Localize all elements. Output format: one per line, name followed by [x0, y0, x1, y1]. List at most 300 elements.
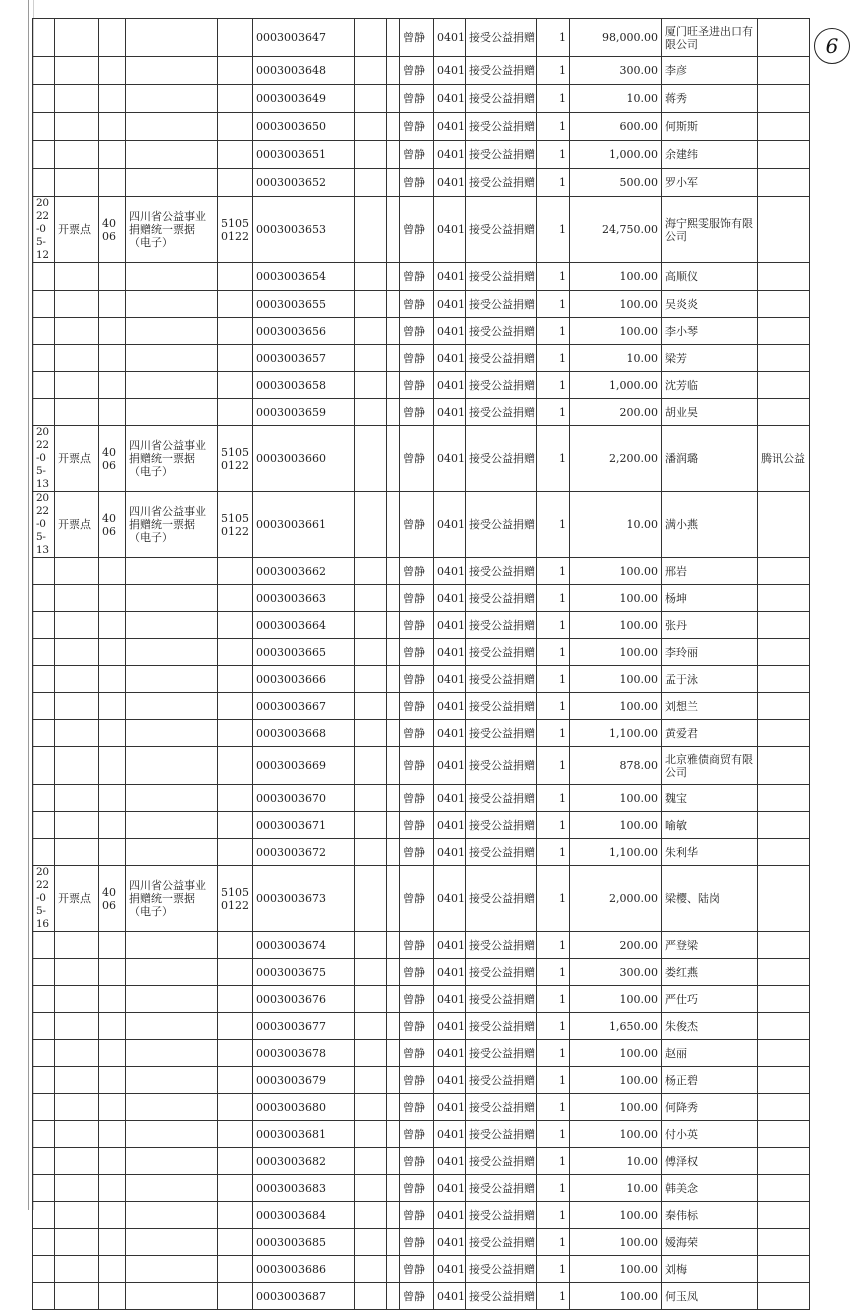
unit-code-cell — [99, 1013, 126, 1040]
account-code-cell: 0401 — [434, 85, 466, 113]
remark-cell — [758, 1094, 810, 1121]
quantity-cell: 1 — [537, 959, 570, 986]
blank-cell-b — [387, 558, 400, 585]
issue-point-cell — [55, 141, 99, 169]
blank-cell-a — [355, 1229, 387, 1256]
amount-cell: 98,000.00 — [570, 19, 662, 57]
amount-cell: 300.00 — [570, 959, 662, 986]
issue-point-cell — [55, 693, 99, 720]
date-cell: 2022-05-16 — [33, 866, 55, 932]
bill-code-cell — [218, 85, 253, 113]
unit-code-cell — [99, 1148, 126, 1175]
blank-cell-a — [355, 197, 387, 263]
bill-name-cell — [126, 612, 218, 639]
item-cell: 接受公益捐赠 — [466, 666, 537, 693]
operator-cell: 曾静 — [400, 1148, 434, 1175]
operator-cell: 曾静 — [400, 1094, 434, 1121]
account-code-cell: 0401 — [434, 639, 466, 666]
item-cell: 接受公益捐赠 — [466, 57, 537, 85]
issue-point-cell — [55, 1175, 99, 1202]
operator-cell: 曾静 — [400, 291, 434, 318]
bill-name-cell — [126, 1256, 218, 1283]
bill-name-cell: 四川省公益事业捐赠统一票据（电子） — [126, 426, 218, 492]
unit-code-cell — [99, 693, 126, 720]
unit-code-cell — [99, 399, 126, 426]
date-cell — [33, 666, 55, 693]
payer-cell: 李彦 — [662, 57, 758, 85]
amount-cell: 100.00 — [570, 1094, 662, 1121]
account-code-cell: 0401 — [434, 263, 466, 291]
amount-cell: 100.00 — [570, 291, 662, 318]
remark-cell — [758, 141, 810, 169]
table-row — [33, 1256, 810, 1283]
operator-cell: 曾静 — [400, 1283, 434, 1310]
date-cell — [33, 639, 55, 666]
remark-cell — [758, 169, 810, 197]
payer-cell: 何降秀 — [662, 1094, 758, 1121]
unit-code-cell — [99, 639, 126, 666]
table-row — [33, 986, 810, 1013]
account-code-cell: 0401 — [434, 812, 466, 839]
date-cell: 2022-05-12 — [33, 197, 55, 263]
amount-cell: 10.00 — [570, 345, 662, 372]
remark-cell — [758, 839, 810, 866]
amount-cell: 10.00 — [570, 1175, 662, 1202]
bill-name-cell — [126, 1094, 218, 1121]
bill-code-cell — [218, 812, 253, 839]
remark-cell — [758, 85, 810, 113]
remark-cell — [758, 1175, 810, 1202]
table-row — [33, 426, 810, 492]
bill-code-cell — [218, 639, 253, 666]
bill-number-cell: 0003003679 — [253, 1067, 355, 1094]
unit-code-cell — [99, 85, 126, 113]
blank-cell-a — [355, 291, 387, 318]
blank-cell-b — [387, 318, 400, 345]
account-code-cell: 0401 — [434, 959, 466, 986]
date-cell — [33, 1094, 55, 1121]
operator-cell: 曾静 — [400, 141, 434, 169]
bill-name-cell — [126, 558, 218, 585]
blank-cell-b — [387, 399, 400, 426]
issue-point-cell — [55, 113, 99, 141]
item-cell: 接受公益捐赠 — [466, 169, 537, 197]
blank-cell-b — [387, 1040, 400, 1067]
amount-cell: 100.00 — [570, 785, 662, 812]
issue-point-cell — [55, 932, 99, 959]
blank-cell-b — [387, 141, 400, 169]
quantity-cell: 1 — [537, 1013, 570, 1040]
account-code-cell: 0401 — [434, 426, 466, 492]
blank-cell-a — [355, 1067, 387, 1094]
quantity-cell: 1 — [537, 932, 570, 959]
account-code-cell: 0401 — [434, 1040, 466, 1067]
blank-cell-b — [387, 1067, 400, 1094]
remark-cell — [758, 1229, 810, 1256]
table-row — [33, 1283, 810, 1310]
unit-code-cell — [99, 986, 126, 1013]
amount-cell: 100.00 — [570, 1283, 662, 1310]
table-row — [33, 866, 810, 932]
payer-cell: 蒋秀 — [662, 85, 758, 113]
remark-cell — [758, 585, 810, 612]
remark-cell — [758, 866, 810, 932]
operator-cell: 曾静 — [400, 19, 434, 57]
unit-code-cell — [99, 1040, 126, 1067]
bill-number-cell: 0003003647 — [253, 19, 355, 57]
operator-cell: 曾静 — [400, 932, 434, 959]
amount-cell: 100.00 — [570, 693, 662, 720]
unit-code-cell — [99, 747, 126, 785]
blank-cell-b — [387, 113, 400, 141]
remark-cell — [758, 1040, 810, 1067]
operator-cell: 曾静 — [400, 169, 434, 197]
bill-code-cell — [218, 19, 253, 57]
operator-cell: 曾静 — [400, 812, 434, 839]
quantity-cell: 1 — [537, 1148, 570, 1175]
operator-cell: 曾静 — [400, 747, 434, 785]
item-cell: 接受公益捐赠 — [466, 426, 537, 492]
blank-cell-b — [387, 85, 400, 113]
blank-cell-a — [355, 986, 387, 1013]
account-code-cell: 0401 — [434, 986, 466, 1013]
unit-code-cell — [99, 141, 126, 169]
amount-cell: 100.00 — [570, 639, 662, 666]
remark-cell — [758, 399, 810, 426]
quantity-cell: 1 — [537, 197, 570, 263]
payer-cell: 李玲丽 — [662, 639, 758, 666]
unit-code-cell: 4006 — [99, 866, 126, 932]
payer-cell: 杨正碧 — [662, 1067, 758, 1094]
operator-cell: 曾静 — [400, 426, 434, 492]
account-code-cell: 0401 — [434, 141, 466, 169]
blank-cell-a — [355, 141, 387, 169]
blank-cell-a — [355, 399, 387, 426]
account-code-cell: 0401 — [434, 585, 466, 612]
blank-cell-a — [355, 959, 387, 986]
amount-cell: 2,000.00 — [570, 866, 662, 932]
bill-name-cell — [126, 1202, 218, 1229]
remark-cell — [758, 1202, 810, 1229]
issue-point-cell — [55, 558, 99, 585]
operator-cell: 曾静 — [400, 785, 434, 812]
amount-cell: 10.00 — [570, 492, 662, 558]
payer-cell: 严登梁 — [662, 932, 758, 959]
date-cell — [33, 720, 55, 747]
account-code-cell: 0401 — [434, 747, 466, 785]
bill-number-cell: 0003003653 — [253, 197, 355, 263]
table-row — [33, 57, 810, 85]
date-cell — [33, 291, 55, 318]
bill-code-cell — [218, 345, 253, 372]
bill-number-cell: 0003003678 — [253, 1040, 355, 1067]
bill-name-cell — [126, 169, 218, 197]
remark-cell — [758, 558, 810, 585]
table-row — [33, 839, 810, 866]
quantity-cell: 1 — [537, 839, 570, 866]
bill-name-cell — [126, 1067, 218, 1094]
item-cell: 接受公益捐赠 — [466, 113, 537, 141]
amount-cell: 1,100.00 — [570, 839, 662, 866]
payer-cell: 张丹 — [662, 612, 758, 639]
bill-number-cell: 0003003672 — [253, 839, 355, 866]
blank-cell-a — [355, 169, 387, 197]
amount-cell: 100.00 — [570, 986, 662, 1013]
amount-cell: 2,200.00 — [570, 426, 662, 492]
date-cell — [33, 113, 55, 141]
unit-code-cell — [99, 57, 126, 85]
issue-point-cell — [55, 666, 99, 693]
item-cell: 接受公益捐赠 — [466, 693, 537, 720]
remark-cell — [758, 747, 810, 785]
blank-cell-a — [355, 612, 387, 639]
issue-point-cell: 开票点 — [55, 197, 99, 263]
unit-code-cell — [99, 666, 126, 693]
table-row — [33, 169, 810, 197]
table-row — [33, 1148, 810, 1175]
unit-code-cell — [99, 19, 126, 57]
remark-cell: 腾讯公益 — [758, 426, 810, 492]
bill-code-cell — [218, 1256, 253, 1283]
table-row — [33, 291, 810, 318]
blank-cell-b — [387, 1013, 400, 1040]
issue-point-cell — [55, 812, 99, 839]
date-cell — [33, 585, 55, 612]
operator-cell: 曾静 — [400, 1175, 434, 1202]
bill-name-cell — [126, 57, 218, 85]
date-cell — [33, 558, 55, 585]
quantity-cell: 1 — [537, 113, 570, 141]
date-cell: 2022-05-13 — [33, 492, 55, 558]
unit-code-cell — [99, 839, 126, 866]
bill-number-cell: 0003003660 — [253, 426, 355, 492]
blank-cell-a — [355, 1175, 387, 1202]
payer-cell: 孟于泳 — [662, 666, 758, 693]
blank-cell-b — [387, 986, 400, 1013]
operator-cell: 曾静 — [400, 986, 434, 1013]
bill-name-cell — [126, 345, 218, 372]
date-cell — [33, 959, 55, 986]
item-cell: 接受公益捐赠 — [466, 1229, 537, 1256]
operator-cell: 曾静 — [400, 666, 434, 693]
blank-cell-a — [355, 866, 387, 932]
account-code-cell: 0401 — [434, 113, 466, 141]
quantity-cell: 1 — [537, 1094, 570, 1121]
table-row — [33, 1067, 810, 1094]
bill-number-cell: 0003003669 — [253, 747, 355, 785]
payer-cell: 傅泽权 — [662, 1148, 758, 1175]
payer-cell: 高顺仪 — [662, 263, 758, 291]
bill-number-cell: 0003003683 — [253, 1175, 355, 1202]
issue-point-cell — [55, 747, 99, 785]
issue-point-cell: 开票点 — [55, 426, 99, 492]
issue-point-cell — [55, 318, 99, 345]
donation-ledger-table — [32, 18, 810, 1310]
remark-cell — [758, 785, 810, 812]
quantity-cell: 1 — [537, 57, 570, 85]
payer-cell: 梁樱、陆岗 — [662, 866, 758, 932]
payer-cell: 韩美念 — [662, 1175, 758, 1202]
bill-name-cell — [126, 932, 218, 959]
unit-code-cell — [99, 1256, 126, 1283]
date-cell — [33, 839, 55, 866]
blank-cell-a — [355, 1121, 387, 1148]
quantity-cell: 1 — [537, 1229, 570, 1256]
table-row — [33, 639, 810, 666]
payer-cell: 吴炎炎 — [662, 291, 758, 318]
amount-cell: 600.00 — [570, 113, 662, 141]
blank-cell-b — [387, 932, 400, 959]
amount-cell: 10.00 — [570, 1148, 662, 1175]
payer-cell: 嫒海荣 — [662, 1229, 758, 1256]
unit-code-cell — [99, 169, 126, 197]
bill-code-cell: 51050122 — [218, 866, 253, 932]
payer-cell: 沈芳临 — [662, 372, 758, 399]
quantity-cell: 1 — [537, 693, 570, 720]
date-cell — [33, 1175, 55, 1202]
bill-number-cell: 0003003686 — [253, 1256, 355, 1283]
blank-cell-a — [355, 1283, 387, 1310]
blank-cell-a — [355, 1094, 387, 1121]
remark-cell — [758, 345, 810, 372]
issue-point-cell — [55, 720, 99, 747]
bill-name-cell — [126, 747, 218, 785]
blank-cell-b — [387, 1256, 400, 1283]
item-cell: 接受公益捐赠 — [466, 959, 537, 986]
quantity-cell: 1 — [537, 558, 570, 585]
bill-code-cell — [218, 720, 253, 747]
table-row — [33, 666, 810, 693]
blank-cell-a — [355, 372, 387, 399]
bill-name-cell — [126, 639, 218, 666]
blank-cell-a — [355, 812, 387, 839]
date-cell — [33, 318, 55, 345]
unit-code-cell — [99, 720, 126, 747]
issue-point-cell — [55, 1067, 99, 1094]
date-cell — [33, 1202, 55, 1229]
quantity-cell: 1 — [537, 747, 570, 785]
remark-cell — [758, 492, 810, 558]
item-cell: 接受公益捐赠 — [466, 19, 537, 57]
account-code-cell: 0401 — [434, 839, 466, 866]
bill-number-cell: 0003003680 — [253, 1094, 355, 1121]
blank-cell-b — [387, 666, 400, 693]
unit-code-cell — [99, 812, 126, 839]
table-row — [33, 812, 810, 839]
bill-code-cell — [218, 959, 253, 986]
account-code-cell: 0401 — [434, 1094, 466, 1121]
payer-cell: 秦伟标 — [662, 1202, 758, 1229]
account-code-cell: 0401 — [434, 345, 466, 372]
bill-code-cell — [218, 1202, 253, 1229]
blank-cell-a — [355, 426, 387, 492]
blank-cell-a — [355, 263, 387, 291]
bill-number-cell: 0003003651 — [253, 141, 355, 169]
amount-cell: 10.00 — [570, 85, 662, 113]
unit-code-cell — [99, 113, 126, 141]
quantity-cell: 1 — [537, 812, 570, 839]
remark-cell — [758, 932, 810, 959]
amount-cell: 1,100.00 — [570, 720, 662, 747]
bill-name-cell — [126, 986, 218, 1013]
quantity-cell: 1 — [537, 666, 570, 693]
blank-cell-b — [387, 812, 400, 839]
item-cell: 接受公益捐赠 — [466, 1148, 537, 1175]
remark-cell — [758, 812, 810, 839]
item-cell: 接受公益捐赠 — [466, 372, 537, 399]
bill-number-cell: 0003003649 — [253, 85, 355, 113]
blank-cell-b — [387, 263, 400, 291]
bill-name-cell: 四川省公益事业捐赠统一票据（电子） — [126, 866, 218, 932]
unit-code-cell — [99, 263, 126, 291]
quantity-cell: 1 — [537, 399, 570, 426]
blank-cell-b — [387, 612, 400, 639]
quantity-cell: 1 — [537, 1256, 570, 1283]
issue-point-cell — [55, 372, 99, 399]
bill-code-cell: 51050122 — [218, 492, 253, 558]
issue-point-cell: 开票点 — [55, 492, 99, 558]
table-row — [33, 693, 810, 720]
item-cell: 接受公益捐赠 — [466, 986, 537, 1013]
bill-number-cell: 0003003657 — [253, 345, 355, 372]
operator-cell: 曾静 — [400, 1040, 434, 1067]
payer-cell: 余建纬 — [662, 141, 758, 169]
unit-code-cell — [99, 291, 126, 318]
table-row — [33, 263, 810, 291]
amount-cell: 100.00 — [570, 1256, 662, 1283]
account-code-cell: 0401 — [434, 492, 466, 558]
blank-cell-b — [387, 1121, 400, 1148]
payer-cell: 满小燕 — [662, 492, 758, 558]
bill-name-cell — [126, 693, 218, 720]
blank-cell-a — [355, 345, 387, 372]
amount-cell: 1,000.00 — [570, 141, 662, 169]
item-cell: 接受公益捐赠 — [466, 639, 537, 666]
date-cell — [33, 932, 55, 959]
quantity-cell: 1 — [537, 720, 570, 747]
bill-code-cell — [218, 113, 253, 141]
date-cell — [33, 399, 55, 426]
remark-cell — [758, 666, 810, 693]
remark-cell — [758, 291, 810, 318]
blank-cell-b — [387, 19, 400, 57]
bill-number-cell: 0003003665 — [253, 639, 355, 666]
issue-point-cell — [55, 1121, 99, 1148]
table-row — [33, 1121, 810, 1148]
table-row — [33, 492, 810, 558]
item-cell: 接受公益捐赠 — [466, 85, 537, 113]
bill-code-cell — [218, 986, 253, 1013]
account-code-cell: 0401 — [434, 720, 466, 747]
blank-cell-b — [387, 345, 400, 372]
quantity-cell: 1 — [537, 1202, 570, 1229]
account-code-cell: 0401 — [434, 785, 466, 812]
operator-cell: 曾静 — [400, 558, 434, 585]
account-code-cell: 0401 — [434, 197, 466, 263]
item-cell: 接受公益捐赠 — [466, 291, 537, 318]
date-cell — [33, 785, 55, 812]
payer-cell: 朱俊杰 — [662, 1013, 758, 1040]
payer-cell: 黄爱君 — [662, 720, 758, 747]
remark-cell — [758, 1013, 810, 1040]
bill-name-cell — [126, 720, 218, 747]
payer-cell: 魏宝 — [662, 785, 758, 812]
blank-cell-a — [355, 113, 387, 141]
item-cell: 接受公益捐赠 — [466, 492, 537, 558]
bill-name-cell — [126, 318, 218, 345]
issue-point-cell: 开票点 — [55, 866, 99, 932]
quantity-cell: 1 — [537, 639, 570, 666]
